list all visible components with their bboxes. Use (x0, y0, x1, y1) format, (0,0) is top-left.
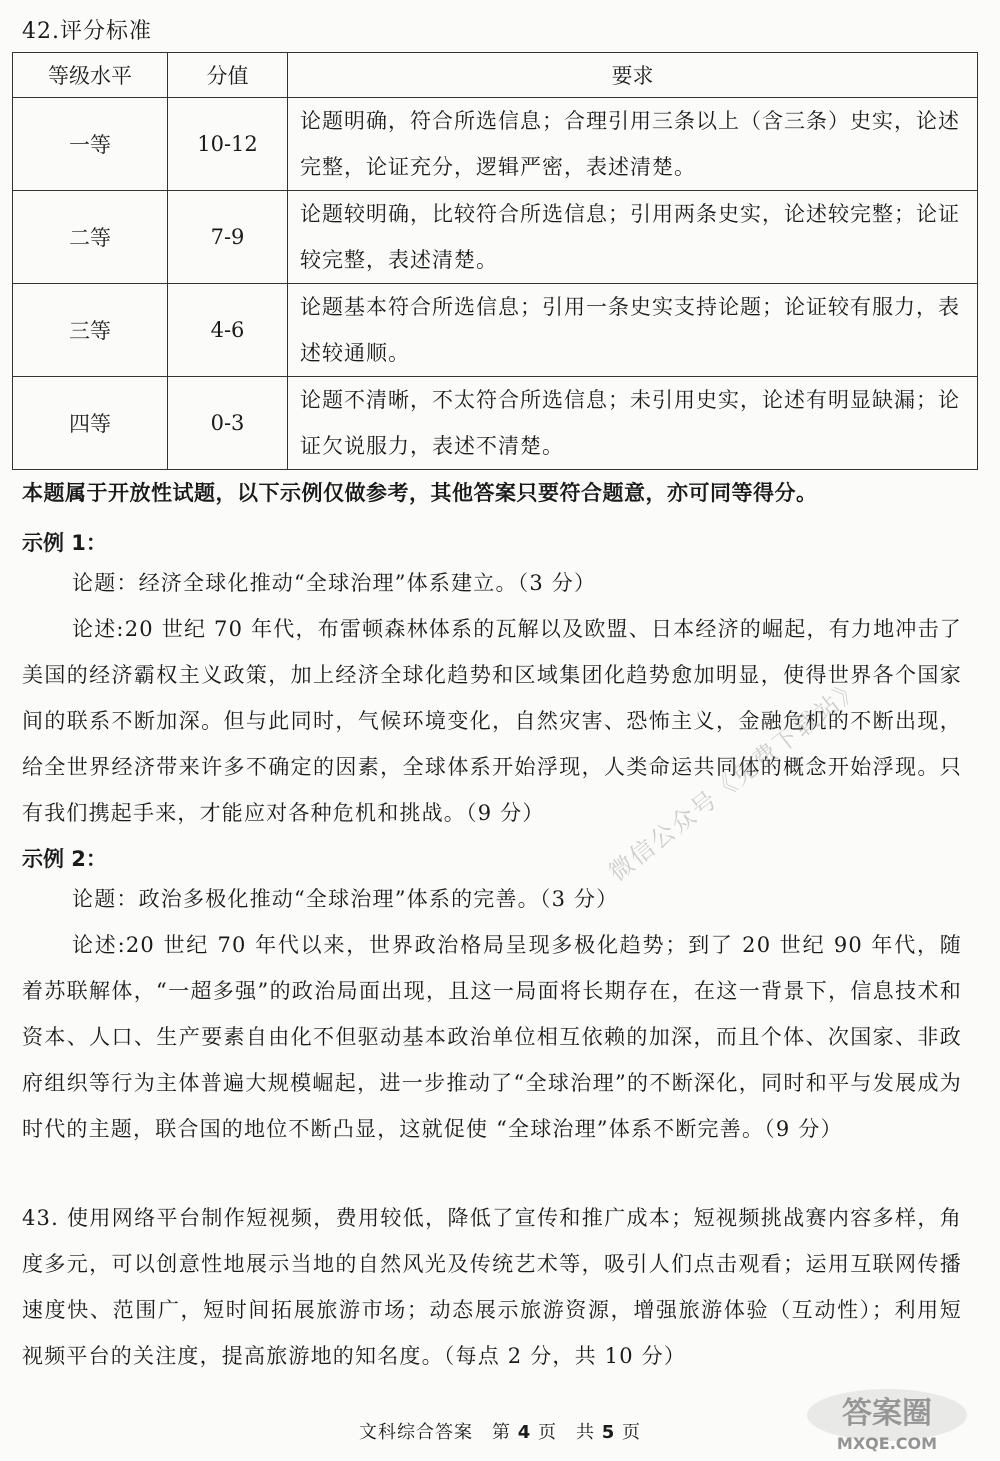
row-score: 7-9 (168, 191, 288, 284)
logo-text: 答案圈 (842, 1396, 932, 1431)
row-level: 四等 (13, 377, 168, 470)
row-score: 0-3 (168, 377, 288, 470)
logo-url: MXQE.COM (836, 1434, 938, 1453)
table-row (13, 191, 978, 284)
question-42-title: 42.评分标准 (22, 19, 152, 44)
example-1-thesis: 论题：经济全球化推动“全球治理”体系建立。（3 分） (72, 571, 597, 595)
example-2-argument: 论述:20 世纪 70 年代以来，世界政治格局呈现多极化趋势；到了 20 世纪 90 年代，随着苏联解体，“一超多强”的政治局面出现，且这一局面将长期存在，在这一背景下，信息技术和资本、人口、生产要素自由化不但驱动基本政治单位相互依赖的加深，而且个体、次国家、非政府组织等行为主体普遍大规模崛起，进一步推动了“全球治理”的不断深化，同时和平与发展成为时代的主题，联合国的地位不断凸显，这就促使 “全球治理”体系不断完善。（9 分） (22, 933, 962, 1141)
row-level: 三等 (13, 284, 168, 377)
header-score: 分值 (168, 53, 288, 98)
footer-page-number: 4 (517, 1422, 532, 1443)
question-43-answer: 43. 使用网络平台制作短视频，费用较低，降低了宣传和推广成本；短视频挑战赛内容多样，角度多元，可以创意性地展示当地的自然风光及传统艺术等，吸引人们点击观看；运用互联网传播速度快、范围广，短时间拓展旅游市场；动态展示旅游资源，增强旅游体验（互动性）；利用短视频平台的关注度，提高旅游地的知名度。（每点 2 分，共 10 分） (22, 1206, 962, 1368)
table-row (13, 98, 978, 191)
watermark-text: 微信公众号《免费下载站》 (603, 672, 867, 887)
open-question-note: 本题属于开放性试题，以下示例仅做参考，其他答案只要符合题意，亦可同等得分。 (22, 481, 818, 505)
header-requirement: 要求 (288, 53, 978, 98)
example-2-thesis: 论题：政治多极化推动“全球治理”体系的完善。（3 分） (72, 887, 619, 911)
row-requirement: 论题较明确，比较符合所选信息；引用两条史实，论述较完整；论证较完整，表述清楚。 (288, 191, 978, 284)
row-requirement: 论题不清晰，不太符合所选信息；未引用史实，论述有明显缺漏；论证欠说服力，表述不清楚。 (288, 377, 978, 470)
row-requirement: 论题基本符合所选信息；引用一条史实支持论题；论证较有服力，表述较通顺。 (288, 284, 978, 377)
footer-middle: 页 共 (538, 1422, 595, 1443)
row-requirement: 论题明确，符合所选信息；合理引用三条以上（含三条）史实，论述完整，论证充分，逻辑严密，表述清楚。 (288, 98, 978, 191)
footer-total-pages: 5 (601, 1422, 616, 1443)
header-level: 等级水平 (13, 53, 168, 98)
footer-suffix: 页 (622, 1422, 641, 1443)
row-score: 10-12 (168, 98, 288, 191)
table-row (13, 377, 978, 470)
table-header-row (13, 53, 978, 98)
example-1-heading: 示例 1： (22, 531, 107, 555)
row-score: 4-6 (168, 284, 288, 377)
site-logo-icon (802, 1385, 972, 1455)
scoring-criteria-table (12, 52, 978, 470)
example-2-heading: 示例 2： (22, 847, 107, 871)
table-row (13, 284, 978, 377)
row-level: 一等 (13, 98, 168, 191)
row-level: 二等 (13, 191, 168, 284)
example-1-argument: 论述:20 世纪 70 年代，布雷顿森林体系的瓦解以及欧盟、日本经济的崛起，有力地冲击了美国的经济霸权主义政策，加上经济全球化趋势和区域集团化趋势愈加明显，使得世界各个国家间的联系不断加深。但与此同时，气候环境变化，自然灾害、恐怖主义，金融危机的不断出现，给全世界经济带来许多不确定的因素，全球体系开始浮现，人类命运共同体的概念开始浮现。只有我们携起手来，才能应对各种危机和挑战。（9 分） (22, 617, 962, 825)
footer-prefix: 文科综合答案 第 (359, 1422, 511, 1443)
